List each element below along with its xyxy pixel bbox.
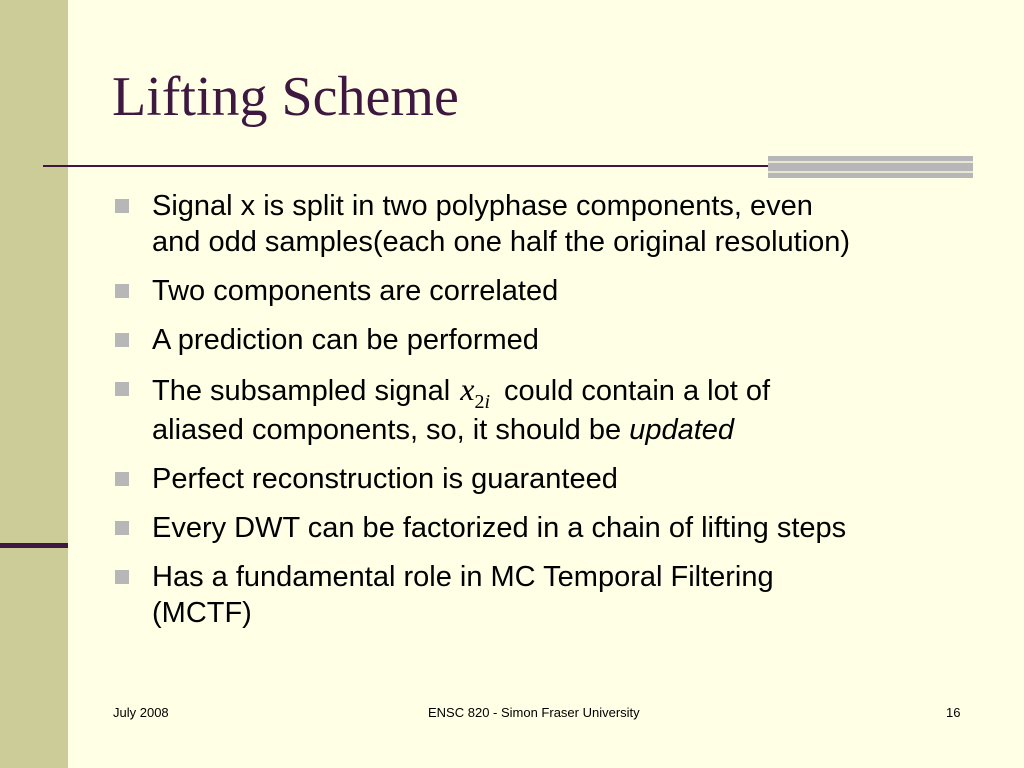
bullet-text: could contain a lot of xyxy=(504,375,771,407)
bullet-text: Two components are correlated xyxy=(152,275,559,307)
list-item xyxy=(113,510,993,546)
bullet-text: Has a fundamental role in MC Temporal Filtering xyxy=(152,561,774,593)
math-subscript xyxy=(474,391,490,413)
bullet-text: (MCTF) xyxy=(152,597,252,629)
bullet-square-icon xyxy=(115,570,129,584)
bullet-text: aliased components, so, it should be xyxy=(152,414,622,446)
bullet-square-icon xyxy=(115,284,129,298)
math-subscript-variable: i xyxy=(484,391,490,413)
list-item xyxy=(113,559,993,631)
list-item xyxy=(113,371,993,448)
bullet-text: Signal x is split in two polyphase components, even xyxy=(152,190,813,222)
bullet-text: Perfect reconstruction is guaranteed xyxy=(152,463,618,495)
slide-title: Lifting Scheme xyxy=(112,66,459,128)
left-sidebar-bar xyxy=(0,0,68,768)
emphasis-text: updated xyxy=(629,414,735,446)
bullet-square-icon xyxy=(115,472,129,486)
left-accent-rule xyxy=(0,543,68,548)
bullet-square-icon xyxy=(115,199,129,213)
bullet-text: and odd samples(each one half the original resolution) xyxy=(152,226,851,258)
list-item xyxy=(113,273,993,309)
list-item xyxy=(113,461,993,497)
footer-date: July 2008 xyxy=(113,705,169,720)
bullet-text: A prediction can be performed xyxy=(152,324,539,356)
page-number: 16 xyxy=(946,705,961,720)
bullet-text: Every DWT can be factorized in a chain of lifting steps xyxy=(152,512,847,544)
footer-course: ENSC 820 - Simon Fraser University xyxy=(428,705,640,720)
bullet-square-icon xyxy=(115,521,129,535)
math-subscript-number: 2 xyxy=(474,391,485,413)
bullet-list xyxy=(113,188,993,644)
title-accent-block xyxy=(768,156,973,178)
math-variable-x: x xyxy=(460,371,475,407)
list-item xyxy=(113,322,993,358)
bullet-text: The subsampled signal xyxy=(152,375,451,407)
list-item xyxy=(113,188,993,260)
bullet-square-icon xyxy=(115,333,129,347)
bullet-square-icon xyxy=(115,382,129,396)
